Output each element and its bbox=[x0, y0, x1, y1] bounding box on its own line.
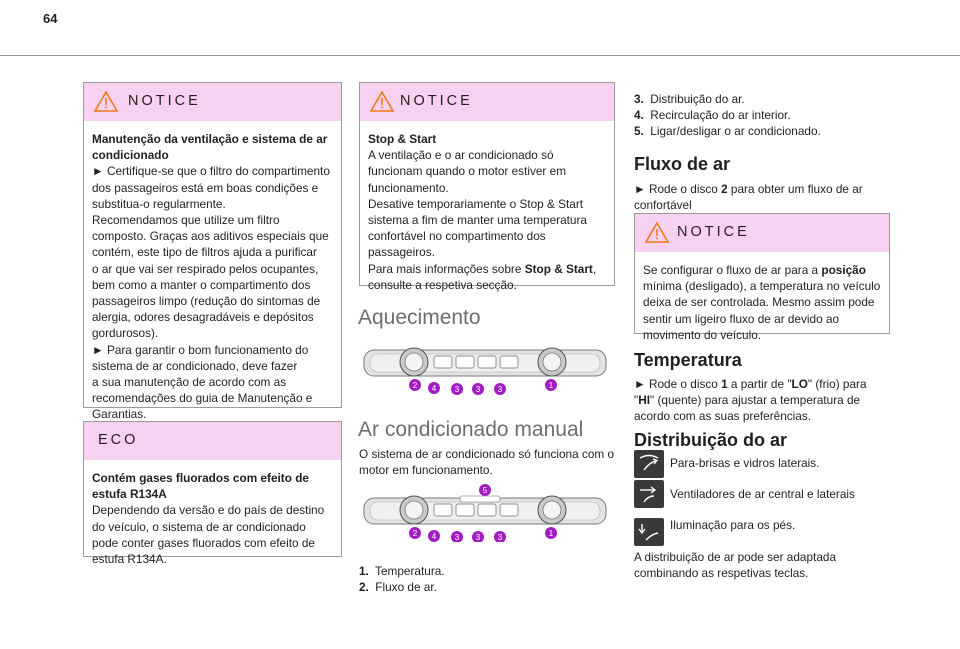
notice-label: NOTICE bbox=[400, 93, 473, 109]
callout-number: 4 bbox=[431, 532, 437, 541]
text: ► Rode o disco bbox=[634, 377, 722, 391]
text-bold: HI bbox=[638, 393, 651, 408]
control-panel-illustration bbox=[360, 484, 610, 542]
text-line: o ar que vai ser respirado pelos ocupantes, bbox=[92, 261, 319, 276]
ac-description bbox=[359, 446, 614, 478]
text-line: Desative temporariamente o Stop & Start bbox=[368, 196, 584, 211]
distribution-label: Para-brisas e vidros laterais. bbox=[670, 456, 820, 470]
footwell-vent-icon bbox=[634, 518, 664, 546]
callout-number: 2 bbox=[412, 529, 418, 538]
list-item bbox=[359, 579, 445, 595]
notice-label: NOTICE bbox=[128, 93, 201, 109]
notice-text: , bbox=[592, 261, 597, 276]
text-line: pode conter gases fluorados com efeito de bbox=[92, 535, 315, 550]
notice-text-bold: Stop & Start bbox=[524, 261, 593, 276]
callout-number: 5 bbox=[482, 486, 488, 495]
notice-body bbox=[635, 252, 889, 349]
text-line: funcionam quando o motor estiver em bbox=[368, 164, 567, 179]
list-text: Recirculação do ar interior. bbox=[650, 108, 791, 123]
text: acordo com as suas preferências. bbox=[634, 409, 812, 424]
warning-icon bbox=[645, 222, 669, 243]
notice-box-maintenance bbox=[83, 82, 342, 422]
text: A distribuição de ar pode ser adaptada bbox=[634, 550, 836, 564]
notice-box-stop-start bbox=[359, 82, 615, 292]
text-line: sentir um ligeiro fluxo de ar devido ao bbox=[643, 311, 840, 326]
list-item bbox=[634, 123, 821, 139]
callout-number: 2 bbox=[412, 381, 418, 390]
notice-label: NOTICE bbox=[677, 224, 750, 240]
airflow-text bbox=[634, 181, 863, 213]
callout-number: 1 bbox=[548, 529, 554, 538]
notice-header bbox=[635, 214, 889, 252]
text: a partir de " bbox=[727, 377, 792, 391]
heading-airflow: Fluxo de ar bbox=[634, 154, 731, 174]
callout-number: 3 bbox=[497, 533, 503, 542]
text-line: do veículo, o sistema de ar condicionado bbox=[92, 519, 306, 534]
text-line: recomendações do guia de Manutenção e bbox=[92, 391, 313, 406]
callout-number: 3 bbox=[454, 385, 460, 394]
text-line: substitua-o regularmente. bbox=[92, 196, 226, 211]
eco-header bbox=[84, 422, 341, 460]
heading-air-distribution: Distribuição do ar bbox=[634, 430, 788, 450]
eco-label: ECO bbox=[98, 432, 139, 448]
notice-text: Se configurar o fluxo de ar para a bbox=[643, 263, 822, 277]
list-number: 4. bbox=[634, 108, 644, 123]
text: ► Rode o disco bbox=[634, 182, 722, 196]
list-text: Temperatura. bbox=[375, 564, 445, 578]
text-line: gordurosos). bbox=[92, 326, 159, 341]
text: " bbox=[634, 393, 639, 408]
notice-title: Manutenção da ventilação e sistema de ar condicionado bbox=[92, 132, 328, 163]
text-line: ► Certifique-se que o filtro do compartimento bbox=[92, 164, 330, 179]
callout-number: 3 bbox=[497, 385, 503, 394]
heading-temperature: Temperatura bbox=[634, 350, 742, 370]
list-number: 1. bbox=[359, 564, 369, 578]
callout-number: 1 bbox=[548, 381, 554, 390]
text-bold: LO bbox=[791, 377, 808, 391]
list-item bbox=[634, 107, 821, 123]
text-line: alergia, odores desagradáveis e depósitos bbox=[92, 310, 314, 325]
text-line: ► Para garantir o bom funcionamento do bbox=[92, 342, 309, 357]
text-bold: 1 bbox=[721, 377, 728, 391]
notice-header bbox=[84, 83, 341, 121]
warning-icon bbox=[94, 91, 118, 112]
text-line: deixa de ser controlada. Mesmo assim pode bbox=[643, 295, 875, 310]
text-line: contém, este tipo de filtros ajuda a purificar bbox=[92, 245, 317, 260]
notice-title: Stop & Start bbox=[368, 132, 437, 146]
text-line: Dependendo da versão e do país de destino bbox=[92, 503, 325, 518]
numbered-list bbox=[634, 91, 821, 140]
notice-body bbox=[84, 121, 341, 429]
callout-number: 3 bbox=[475, 533, 481, 542]
eco-body bbox=[84, 460, 341, 573]
page-number: 64 bbox=[43, 11, 58, 26]
text-line: a sua manutenção de acordo com as bbox=[92, 375, 287, 390]
numbered-list bbox=[359, 563, 445, 595]
text-line: passageiros limpo (redução do sintomas de bbox=[92, 294, 321, 309]
face-vent-icon bbox=[634, 480, 664, 508]
callout-number: 3 bbox=[475, 385, 481, 394]
list-number: 2. bbox=[359, 580, 369, 595]
text-line: A ventilação e o ar condicionado só bbox=[368, 148, 554, 163]
text: para obter um fluxo de ar bbox=[727, 182, 863, 196]
list-text: Fluxo de ar. bbox=[375, 580, 437, 595]
callout-number: 3 bbox=[454, 533, 460, 542]
heading-heating: Aquecimento bbox=[358, 306, 481, 329]
list-text: Ligar/desligar o ar condicionado. bbox=[650, 124, 821, 139]
list-text: Distribuição do ar. bbox=[650, 92, 745, 106]
text-line: estufa R134A. bbox=[92, 552, 167, 567]
text-line: sistema de ar condicionado, deve fazer bbox=[92, 358, 298, 373]
list-item bbox=[359, 563, 445, 579]
text-line: movimento do veículo. bbox=[643, 327, 762, 342]
heading-manual-ac: Ar condicionado manual bbox=[358, 418, 584, 441]
text: confortável bbox=[634, 198, 692, 213]
text-line: dos passageiros está em boas condições e bbox=[92, 180, 319, 195]
notice-box-airflow bbox=[634, 213, 890, 342]
callout-number: 4 bbox=[431, 384, 437, 393]
list-number: 5. bbox=[634, 124, 644, 139]
ac-text-line: motor em funcionamento. bbox=[359, 463, 493, 478]
notice-text-bold: posição bbox=[821, 263, 866, 277]
text-line: sistema a fim de manter uma temperatura bbox=[368, 213, 587, 228]
ac-text-line: O sistema de ar condicionado só funciona com o bbox=[359, 447, 615, 461]
notice-body bbox=[360, 121, 614, 299]
notice-text: consulte a respetiva secção. bbox=[368, 277, 517, 292]
text-line: funcionamento. bbox=[368, 180, 449, 195]
text-line: Recomendamos que utilize um filtro bbox=[92, 213, 280, 228]
notice-text: Para mais informações sobre bbox=[368, 261, 525, 276]
eco-title: Contém gases fluorados com efeito de estufa R134A bbox=[92, 471, 309, 502]
text: " (frio) para bbox=[807, 377, 867, 391]
distribution-label: Iluminação para os pés. bbox=[670, 518, 796, 532]
warning-icon bbox=[370, 91, 394, 112]
text-line: confortável no compartimento dos bbox=[368, 229, 546, 244]
text-bold: 2 bbox=[721, 182, 728, 196]
text-line: passageiros. bbox=[368, 245, 435, 260]
notice-header bbox=[360, 83, 614, 121]
text: combinando as respetivas teclas. bbox=[634, 566, 809, 581]
windscreen-vent-icon bbox=[634, 450, 664, 478]
distribution-text bbox=[634, 549, 836, 581]
eco-box bbox=[83, 421, 342, 567]
text-line: composto. Graças aos aditivos especiais que bbox=[92, 229, 329, 244]
list-item bbox=[634, 91, 821, 107]
text-line: Garantias. bbox=[92, 407, 147, 422]
header-rule bbox=[0, 55, 960, 56]
temperature-text bbox=[634, 376, 867, 425]
list-number: 3. bbox=[634, 92, 644, 106]
text-line: bem como a manter o compartimento dos bbox=[92, 277, 311, 292]
text: " (quente) para ajustar a temperatura de bbox=[650, 393, 861, 408]
text-line: mínima (desligado), a temperatura no veículo bbox=[643, 279, 881, 294]
distribution-label: Ventiladores de ar central e laterais bbox=[670, 487, 855, 501]
control-panel-illustration bbox=[360, 344, 610, 400]
